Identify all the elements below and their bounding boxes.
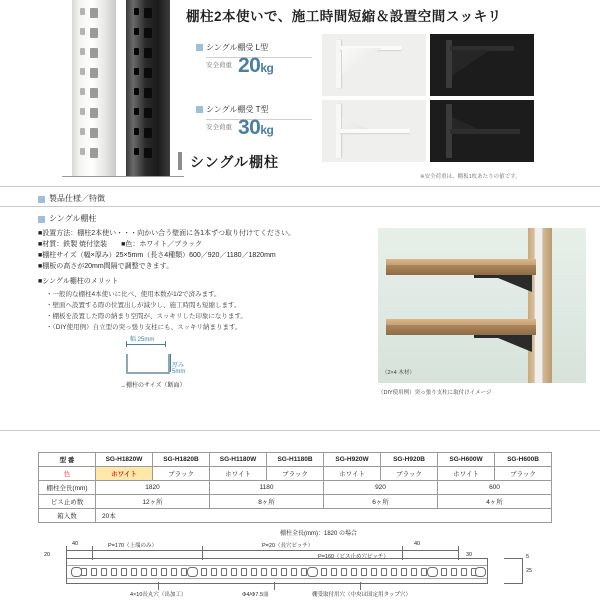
cell-model-4[interactable]: SG-H920W (324, 453, 381, 467)
hero-section (0, 0, 600, 185)
dim-p160: P=160（ビス止め穴ピッチ） (318, 554, 389, 560)
bullet-3: ■棚柱サイズ（幅×厚み）25×5mm（長さ4種類）600／920／1180／1820mm (38, 252, 276, 259)
drawing-title: 棚柱全長(mm)：1820 の場合 (280, 531, 358, 537)
row-label-screws: ビス止め数 (39, 495, 96, 509)
row-label-model: 型 番 (39, 453, 96, 467)
photo-t-bracket-white (322, 100, 426, 162)
spec-card-caption: 安全荷重 (206, 124, 232, 131)
cell-model-7[interactable]: SG-H600B (495, 453, 552, 467)
cell-model-1[interactable]: SG-H1820B (153, 453, 210, 467)
sub-heading: シングル棚柱 (49, 214, 97, 223)
dim-p170: P=170（上端のみ） (108, 543, 158, 549)
product-spec-table (38, 452, 552, 523)
dim-left-edge: 20 (44, 552, 51, 558)
cell-model-2[interactable]: SG-H1180W (210, 453, 267, 467)
square-marker-icon (196, 106, 203, 113)
cell-length-920: 920 (324, 481, 438, 495)
cell-length-1820: 1820 (96, 481, 210, 495)
cell-screws-1180: 8ヶ所 (210, 495, 324, 509)
hero-divider (62, 176, 184, 177)
merit-3: ・棚板を設置した際の納まり空間が、スッキリした印象になります。 (46, 313, 247, 320)
photo-l-bracket-black (430, 34, 534, 96)
bullet-3-text: 棚柱サイズ（幅×厚み）25×5mm（長さ4種類）600／920／1180／1820mm (42, 252, 276, 259)
single-post-label: シングル棚柱 (190, 154, 279, 170)
spec-card-t-type (196, 104, 314, 160)
table-row-screws (39, 495, 552, 509)
cell-screws-920: 6ヶ所 (324, 495, 438, 509)
mounted-rail (534, 228, 543, 383)
spec-value-unit: kg (260, 61, 274, 75)
cross-section-caption: →棚柱のサイズ（断面） (120, 383, 186, 389)
note-bracket-hole: 棚受取付用穴（中央は国定用タップ穴） (312, 592, 412, 598)
merit-2-text: 壁面へ設置する際の位置出しが減少し、施工時間も短縮します。 (52, 302, 241, 309)
cross-section-caption-text: 棚柱のサイズ（断面） (126, 383, 186, 389)
spec-section-heading: 製品仕様／特徴 (49, 194, 105, 203)
photo-t-bracket-black (430, 100, 534, 162)
cell-box-qty: 20本 (96, 509, 552, 523)
dim-side-5: 5 (526, 554, 530, 560)
section-u-shape (504, 558, 523, 584)
bullet-1-text: 設置方法：棚柱2本使い・・・向かい合う壁面に各1本ずつ取り付けてください。 (42, 230, 296, 237)
bullet-2: ■材質：鉄製 焼付塗装 ■色：ホワイト／ブラック (38, 241, 203, 248)
spec-card-title: シングル棚受 L型 (206, 43, 269, 52)
square-marker-icon (196, 44, 203, 51)
cell-color-7: ブラック (495, 467, 552, 481)
black-post-image (126, 0, 170, 176)
row-label-color: 色 (39, 467, 96, 481)
dim-thickness-label: 厚み 5mm (172, 363, 186, 375)
cell-color-1: ブラック (153, 467, 210, 481)
section-divider (0, 430, 600, 431)
section-divider (0, 206, 600, 207)
bullet-4: ■棚板の高さが20mm間隔で調整できます。 (38, 263, 174, 270)
bullet-1: ■設置方法：棚柱2本使い・・・向かい合う壁面に各1本ずつ取り付けてください。 (38, 230, 296, 237)
row-label-box: 箱入数 (39, 509, 96, 523)
cell-color-2: ホワイト (210, 467, 267, 481)
cell-color-5: ブラック (381, 467, 438, 481)
table-row-length (39, 481, 552, 495)
merit-title: ■シングル棚柱のメリット (38, 278, 119, 285)
dim-right-40: 40 (414, 541, 421, 547)
row-label-length: 棚柱全長(mm) (39, 481, 96, 495)
merit-4-text: （DIY使用例）自立型の突っ張り支柱にも、スッキリ納まります。 (52, 324, 242, 331)
merit-3-text: 棚板を設置した際の納まり空間が、スッキリした印象になります。 (52, 313, 247, 320)
single-post-accent (178, 152, 182, 170)
cell-model-6[interactable]: SG-H600W (438, 453, 495, 467)
spec-card-value (238, 54, 273, 78)
spec-value-unit: kg (260, 123, 274, 137)
bullet-4-text: 棚板の高さが20mm間隔で調整できます。 (42, 263, 174, 270)
rail-drawing (66, 558, 488, 584)
spec-card-l-type (196, 42, 314, 98)
cell-screws-1820: 12ヶ所 (96, 495, 210, 509)
table-row-model (39, 453, 552, 467)
table-row-color (39, 467, 552, 481)
dim-right-30: 30 (466, 552, 473, 558)
dim-p20: P=20（長穴ピッチ） (262, 543, 314, 549)
section-view (500, 554, 536, 586)
post-photo (62, 0, 184, 176)
cell-color-0: ホワイト (96, 467, 153, 481)
merit-2: ・壁面へ設置する際の位置出しが減少し、施工時間も短縮します。 (46, 302, 241, 309)
hero-note: ※安全荷重は、棚板1枚あたりの値です。 (420, 174, 521, 180)
bullet-2-text: 材質：鉄製 焼付塗装 ■色：ホワイト／ブラック (42, 241, 203, 248)
cell-color-6: ホワイト (438, 467, 495, 481)
spec-value-number: 30 (238, 116, 261, 139)
table-row-box (39, 509, 552, 523)
dim-left-40: 40 (72, 541, 79, 547)
white-post-image (72, 0, 116, 176)
post-cross-section-shape (126, 354, 170, 374)
cell-length-600: 600 (438, 481, 552, 495)
shelf-lower (386, 324, 536, 335)
dim-width-label: 幅 25mm (130, 337, 155, 343)
photo-diy-shelf (378, 228, 586, 383)
spec-card-value (238, 116, 273, 140)
merit-1: ・一般的な棚柱4本使いに比べ、使用本数が1/2で済みます。 (46, 291, 221, 298)
square-marker-icon (38, 196, 45, 203)
photo-l-bracket-white (322, 34, 426, 96)
cell-color-3: ブラック (267, 467, 324, 481)
merit-4: ・（DIY使用例）自立型の突っ張り支柱にも、スッキリ納まります。 (46, 324, 242, 331)
hero-title: 棚柱2本使いで、施工時間短縮＆設置空間スッキリ (186, 9, 502, 24)
cell-color-4: ホワイト (324, 467, 381, 481)
spec-value-number: 20 (238, 54, 261, 77)
merit-1-text: 一般的な棚柱4本使いに比べ、使用本数が1/2で済みます。 (52, 291, 221, 298)
cell-model-5[interactable]: SG-H920B (381, 453, 438, 467)
spec-card-caption: 安全荷重 (206, 62, 232, 69)
photo-caption-diy: （DIY使用例）突っ張り支柱に取付けイメージ (378, 390, 492, 396)
hero-left-margin (0, 0, 62, 176)
cell-screws-600: 4ヶ所 (438, 495, 552, 509)
square-marker-icon (38, 216, 45, 223)
technical-drawing (30, 531, 570, 598)
section-divider (0, 186, 600, 187)
shelf-upper (386, 264, 536, 275)
dim-side-25: 25 (526, 568, 533, 574)
merit-title-text: シングル棚柱のメリット (42, 278, 119, 285)
cell-model-3[interactable]: SG-H1180B (267, 453, 324, 467)
spec-card-title: シングル棚受 T型 (206, 105, 269, 114)
cell-model-0[interactable]: SG-H1820W (96, 453, 153, 467)
note-slot: 4×10長丸穴（出加工） (130, 592, 187, 598)
photo-caption-wood: （2×4 木材） (382, 370, 415, 376)
cell-length-1180: 1180 (210, 481, 324, 495)
note-countersink: Φ4/Φ7.5皿 (242, 592, 269, 598)
